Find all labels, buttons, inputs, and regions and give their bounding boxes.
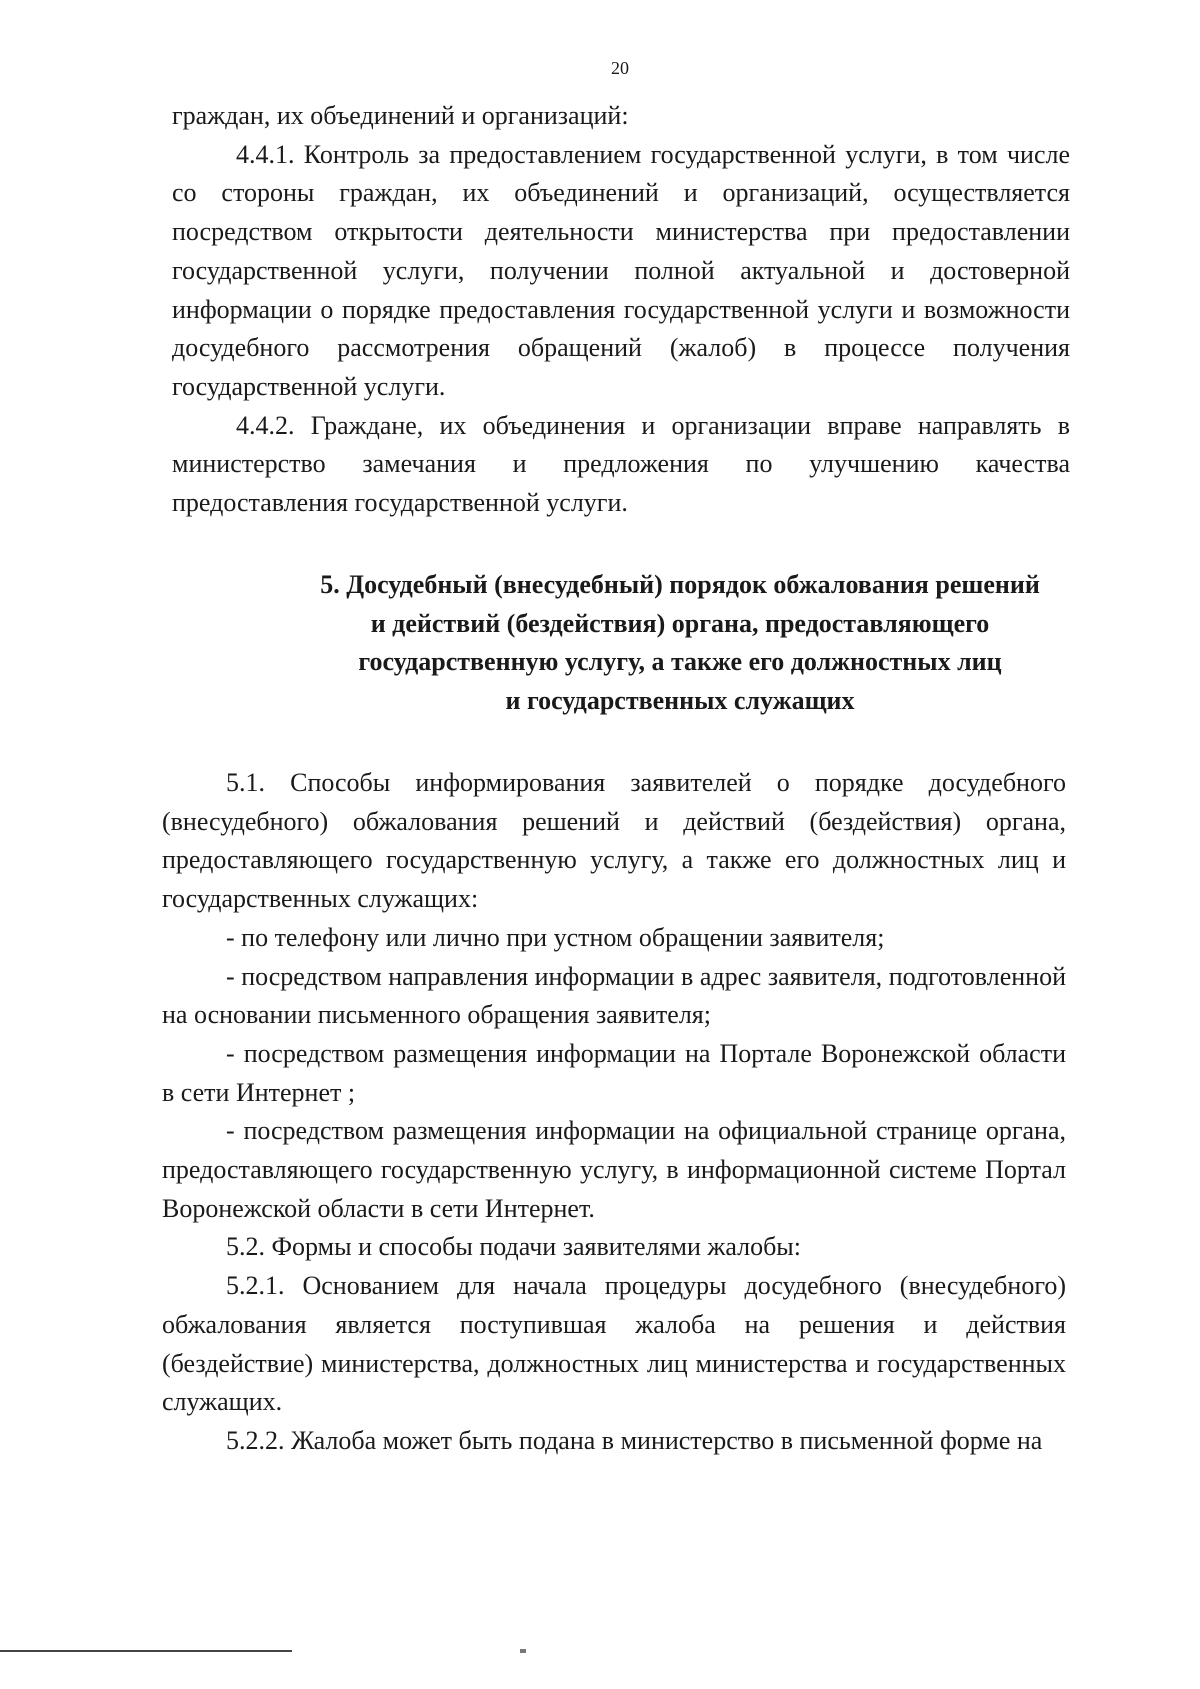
paragraph-5-2-2: 5.2.2. Жалоба может быть подана в министерство в письменной форме на <box>226 1425 1043 1455</box>
top-text-block <box>172 97 1070 523</box>
page-number: 20 <box>611 58 629 78</box>
paragraph-4-4-2: 4.4.2. Граждане, их объединения и организации вправе направлять в министерство замечания и предложения по улучшению качества предоставления государственной услуги. <box>172 410 1070 518</box>
section-5-heading <box>230 566 1130 720</box>
heading-line-3: государственную услугу, а также его должностных лиц <box>358 647 1002 676</box>
list-item-phone: - по телефону или лично при устном обращении заявителя; <box>226 922 885 952</box>
heading-line-2: и действий (бездействия) органа, предоставляющего <box>370 608 990 638</box>
heading-line-4: и государственных служащих <box>505 685 855 715</box>
paragraph-continuation: граждан, их объединений и организаций: <box>172 101 629 130</box>
list-item-written: - посредством направления информации в адрес заявителя, подготовленной на основании письменного обращения заявителя; <box>162 961 1066 1030</box>
bottom-text-block <box>162 764 1066 1461</box>
paragraph-4-4-1: 4.4.1. Контроль за предоставлением государственной услуги, в том числе со стороны граждан, их объединений и организаций, осуществляется посредством открытости деятельности министерства при предоставлении государственной услуги, получении полной актуальной и достоверной информации о порядке предоставления государственной услуги и возможности досудебного рассмотрения обращений (жалоб) в процессе получения государственной услуги. <box>172 139 1070 401</box>
footer-rule <box>0 1650 292 1652</box>
paragraph-5-2: 5.2. Формы и способы подачи заявителями жалобы: <box>226 1232 801 1262</box>
paragraph-5-2-1: 5.2.1. Основанием для начала процедуры досудебного (внесудебного) обжалования является поступившая жалоба на решения и действия (бездействие) министерства, должностных лиц министерства и государственных служащих. <box>162 1271 1066 1417</box>
paragraph-5-1: 5.1. Способы информирования заявителей о порядке досудебного (внесудебного) обжалования решений и действий (бездействия) органа, предоставляющего государственную услугу, а также его должностных лиц и государственных служащих: <box>162 768 1066 914</box>
list-item-official-page: - посредством размещения информации на официальной странице органа, предоставляющего государственную услугу, в информационной системе Портал Воронежской области в сети Интернет. <box>162 1116 1066 1223</box>
list-item-portal: - посредством размещения информации на Портале Воронежской области в сети Интернет ; <box>162 1038 1066 1107</box>
footer-mark <box>520 1649 526 1653</box>
heading-line-1: 5. Досудебный (внесудебный) порядок обжалования решений <box>320 570 1040 599</box>
